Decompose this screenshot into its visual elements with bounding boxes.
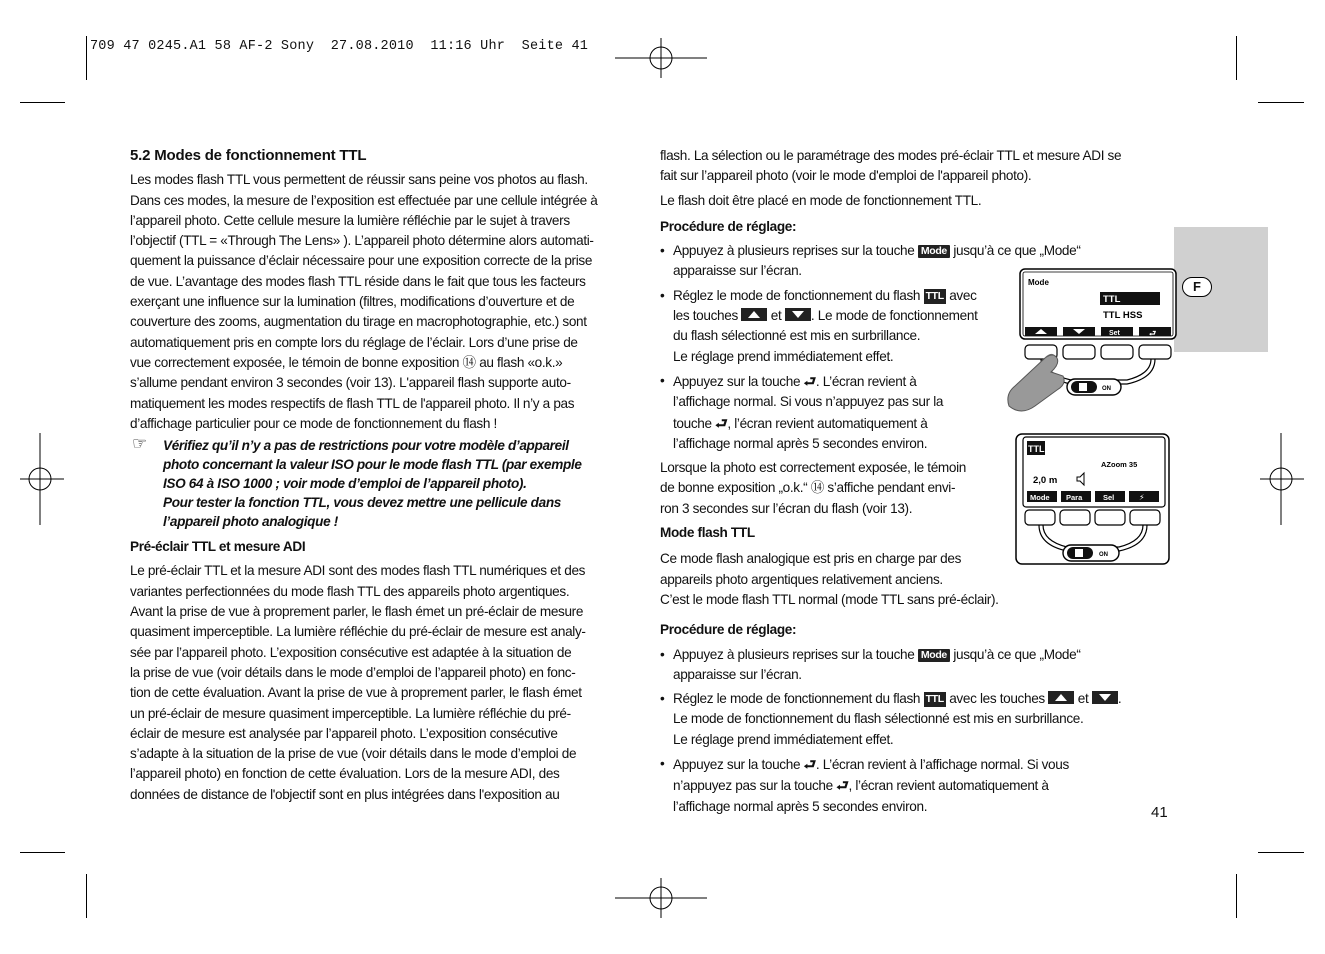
crop-mark (1258, 852, 1304, 853)
return-key-icon: ⮐ (836, 777, 849, 794)
step-item: • Appuyez sur la touche ⮐. L’écran revient à l’affichage normal. Si vous n’appuyez pas sur la touche ⮐, l’écran revient automatiquement à l’affichage normal après 5 secondes environ. (660, 372, 944, 451)
softkey-button[interactable] (1139, 345, 1171, 359)
registration-mark-icon (1260, 433, 1304, 525)
step-item: • Appuyez à plusieurs reprises sur la touche Mode jusqu’à ce que „Mode“ apparaisse sur l’écran. (660, 646, 1081, 682)
text-line: couverture des zooms, augmentation du tirage en macrophotographie, etc.) sont (130, 314, 587, 330)
softkey-button[interactable] (1101, 345, 1133, 359)
text-line: ron 3 secondes sur l’écran du flash (voir 13). (660, 500, 913, 516)
up-key-icon (741, 308, 767, 321)
crop-mark (1258, 102, 1304, 103)
text-line: Le flash doit être placé en mode de fonctionnement TTL. (660, 192, 982, 208)
print-header: 709 47 0245.A1 58 AF-2 Sony 27.08.2010 11:16 Uhr Seite 41 (90, 39, 589, 54)
text-line: d’affichage particulier pour ce mode de fonctionnement du flash ! (130, 415, 497, 431)
softkey-return: ⮐ (1149, 329, 1157, 338)
text-line: quement la puissance d’éclair nécessaire pour une exposition correcte de la prise (130, 253, 593, 269)
text-line: Avant la prise de vue à proprement parler, le flash émet un pré-éclair de mesure (130, 604, 584, 620)
text-line: éclair de mesure est analysée par l’appareil photo. L’exposition consécutive (130, 725, 558, 741)
text-line: l’objectif (TTL = «Through The Lens» ). L’appareil photo détermine alors automati- (130, 233, 594, 249)
return-key-icon: ⮐ (803, 372, 816, 389)
text-line: de vue. L’avantage des modes flash TTL réside dans le fait que tous les facteurs (130, 273, 586, 289)
intro-paragraph (130, 170, 645, 434)
adi-paragraph (130, 561, 645, 805)
down-key-icon (785, 308, 811, 321)
down-key-icon (1092, 691, 1118, 704)
flash-display-mode-illustration (1005, 266, 1177, 416)
text-line: fait sur l’appareil photo (voir le mode d'emploi de l'appareil photo). (660, 168, 1032, 184)
screen-title: Mode (1028, 278, 1049, 287)
registration-mark-icon (615, 878, 707, 918)
text-line: matiquement les modes respectifs de flash TTL de l'appareil photo. Il n’y a pas (130, 395, 575, 411)
text-line: Lorsque la photo est correctement exposée, le témoin (660, 460, 966, 476)
text-line: C’est le mode flash TTL normal (mode TTL sans pré-éclair). (660, 591, 999, 607)
language-tab-letter: F (1182, 277, 1212, 297)
crop-mark (86, 36, 87, 80)
text-line: sée par l’appareil photo. L’exposition consécutive est adaptée à la situation de (130, 644, 572, 660)
text-line: vue correctement exposée, le témoin de bonne exposition ⑭ au flash «o.k.» (130, 354, 563, 370)
note-line: l’appareil photo analogique ! (163, 514, 338, 530)
flash-icon: ⚡ (1139, 493, 1145, 502)
crop-mark (1236, 874, 1237, 918)
step-item: • Réglez le mode de fonctionnement du flash TTL avec les touches et . Le mode de fonctionnement du flash sélectionné est mis en surbrillance. Le réglage prend immédiatement effet. (660, 691, 1122, 747)
text-line: s’adapte à la situation de la prise de vue (voir détails dans le mode d’emploi de (130, 746, 577, 762)
text-line: la prise de vue (voir détails dans le mode d’emploi de l’appareil photo) en fonc- (130, 664, 576, 680)
text-line: Le pré-éclair TTL et la mesure ADI sont des modes flash TTL numériques et des (130, 563, 586, 579)
text-line: Dans ces modes, la mesure de l’exposition est effectuée par une cellule intégrée à (130, 192, 598, 208)
text-line: l’appareil photo. Cette cellule mesure la lumière réfléchie par le sujet à travers (130, 212, 570, 228)
pointing-finger-icon (1008, 355, 1064, 411)
text-line: tion de cette évaluation. Avant la prise de vue à proprement parler, le flash émet (130, 685, 582, 701)
option-ttl-hss: TTL HSS (1103, 310, 1143, 321)
return-key-icon: ⮐ (715, 414, 728, 431)
left-column (130, 146, 645, 805)
flash-display-normal-illustration (1015, 433, 1171, 567)
crop-mark (1236, 36, 1237, 80)
text-line: appareils photo argentiques relativement anciens. (660, 571, 943, 587)
text-line: données de distance de l'objectif sont en plus intégrées dans l'exposition au (130, 786, 560, 802)
section-heading: 5.2 Modes de fonctionnement TTL (130, 147, 367, 164)
text-line: s’allume pendant environ 3 secondes (voir 13). L'appareil flash supporte auto- (130, 375, 571, 391)
step-item: • Réglez le mode de fonctionnement du flash TTL avec les touches et . Le mode de fonctionnement du flash sélectionné est mis en surbrillance. Le réglage prend immédiatement effet. (660, 287, 978, 364)
switch-on-label: ON (1099, 552, 1108, 558)
text-line: exerçant une influence sur la lumination (filtres, modifications d’ouverture et de (130, 294, 575, 310)
text-line: quasiment imperceptible. La lumière réfléchie du pré-éclair de mesure est analy- (130, 624, 586, 640)
softkey-para: Para (1066, 493, 1083, 502)
crop-mark (20, 852, 65, 853)
softkey-mode: Mode (1030, 493, 1050, 502)
text-line: de bonne exposition „o.k.“ ⑭ s’affiche pendant envi- (660, 480, 956, 496)
text-line: Ce mode flash analogique est pris en charge par des (660, 551, 962, 567)
crop-mark (86, 874, 87, 918)
softkey-button[interactable] (1025, 510, 1055, 525)
warning-note (130, 436, 645, 531)
text-line: un pré-éclair de mesure quasiment imperceptible. La lumière réfléchie du pré- (130, 705, 571, 721)
pointing-hand-icon: ☞ (132, 434, 147, 454)
softkey-button[interactable] (1063, 345, 1095, 359)
registration-mark-icon (615, 38, 707, 78)
ttl-mode-icon: TTL (925, 289, 944, 302)
text-line: automatiquement pris en compte lors du réglage de l’éclair. Lors d’une prise de (130, 334, 578, 350)
registration-mark-icon (20, 433, 64, 525)
mode-key-icon: Mode (918, 649, 950, 662)
option-ttl: TTL (1103, 294, 1121, 305)
step-item: • Appuyez sur la touche ⮐. L’écran revient à l’affichage normal. Si vous n’appuyez pas sur la touche ⮐, l’écran revient automatiquement à l’affichage normal après 5 secondes environ. (660, 756, 1069, 814)
softkey-set: Set (1109, 330, 1120, 337)
softkey-button[interactable] (1095, 510, 1125, 525)
subsection-heading: Pré-éclair TTL et mesure ADI (130, 539, 306, 555)
ttl-badge: TTL (1028, 444, 1045, 454)
procedure-heading: Procédure de réglage: (660, 622, 797, 638)
text-line: variantes perfectionnées du mode flash TTL des appareils photo argentiques. (130, 583, 570, 599)
return-key-icon: ⮐ (803, 756, 816, 773)
text-line: l’appareil photo) en fonction de cette évaluation. Lors de la mesure ADI, des (130, 766, 560, 782)
softkey-button[interactable] (1060, 510, 1090, 525)
zoom-label: AZoom 35 (1101, 460, 1138, 469)
up-key-icon (1048, 691, 1074, 704)
note-line: Vérifiez qu’il n’y a pas de restrictions pour votre modèle d’appareil (163, 438, 569, 454)
text-line: flash. La sélection ou le paramétrage des modes pré-éclair TTL et mesure ADI se (660, 148, 1122, 163)
softkey-button[interactable] (1130, 510, 1160, 525)
ttl-mode-icon: TTL (925, 693, 944, 706)
mode-key-icon: Mode (918, 245, 950, 258)
subsection-heading: Mode flash TTL (660, 525, 755, 541)
note-line: Pour tester la fonction TTL, vous devez mettre une pellicule dans (163, 495, 561, 511)
step-item: • Appuyez à plusieurs reprises sur la touche Mode jusqu’à ce que „Mode“ apparaisse sur l’écran. (660, 243, 1081, 279)
note-line: photo concernant la valeur ISO pour le mode flash TTL (par exemple (163, 457, 582, 473)
page-number: 41 (1151, 804, 1168, 821)
distance-value: 2,0 m (1033, 475, 1058, 486)
text-line: Les modes flash TTL vous permettent de réussir sans peine vos photos au flash. (130, 172, 588, 188)
softkey-sel: Sel (1103, 493, 1115, 502)
crop-mark (20, 102, 65, 103)
procedure-heading: Procédure de réglage: (660, 218, 797, 234)
switch-on-label: ON (1102, 386, 1111, 392)
note-line: ISO 64 à ISO 1000 ; voir mode d’emploi de l’appareil photo). (163, 476, 527, 492)
